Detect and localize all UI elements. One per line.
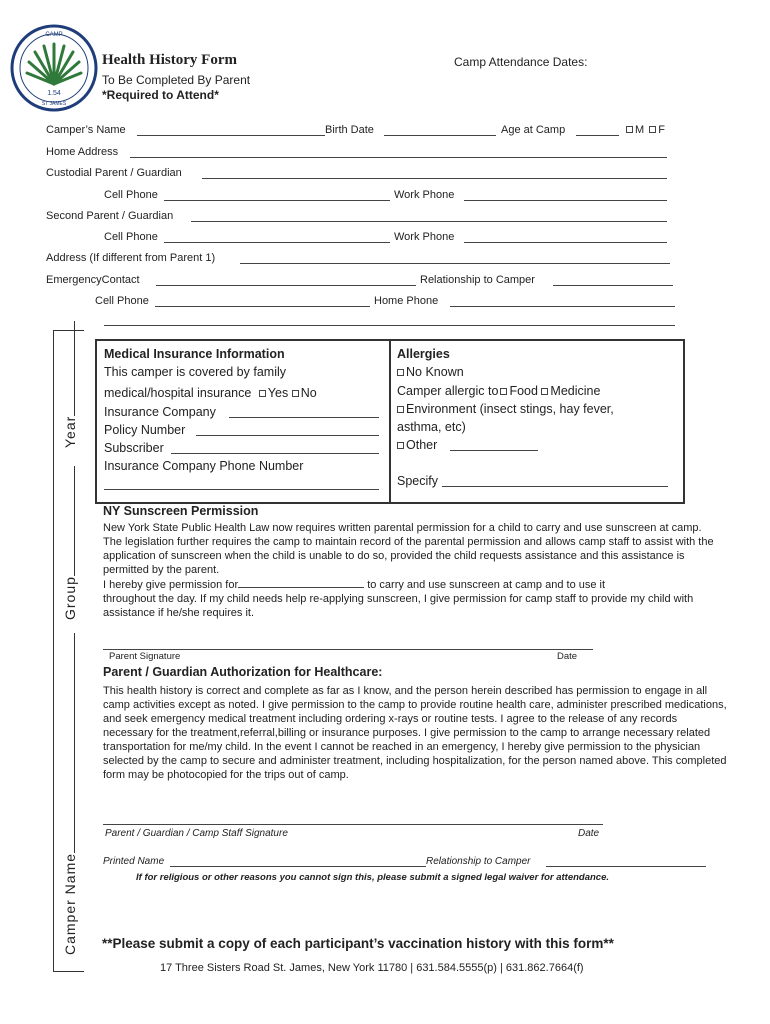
specify-label: Specify [397,474,438,488]
printed-name-field[interactable] [170,865,426,867]
sunscreen-heading: NY Sunscreen Permission [103,504,259,518]
relationship-camper-label: Relationship to Camper [426,856,531,867]
address-diff-field[interactable] [240,262,670,264]
allergy-environment: Environment (insect stings, hay fever, [397,402,614,416]
camp-logo [10,24,98,112]
environment-checkbox[interactable] [397,406,404,413]
sex-options: M F [626,124,665,136]
insurance-phone-field[interactable] [104,488,379,490]
waiver-note: If for religious or other reasons you cannot sign this, please submit a signed legal waiver for attendance. [136,872,609,883]
other-checkbox[interactable] [397,442,404,449]
insurance-company-label: Insurance Company [104,405,216,419]
sunscreen-paragraph: New York State Public Health Law now requires written parental permission for a child to carry and use sunscreen at camp. The legislation further requires the camp to maintain record of the parental permission and allows camp staff to assist with the application of sunscreen when the child is unable to do so, provided the child requests assistance and this assistance is permitted by the parent. [103,522,714,576]
allergies-heading: Allergies [397,347,450,361]
sunscreen-paragraph-2: throughout the day. If my child needs help re-applying sunscreen, I give permission for camp staff to provide my child with assistance if he/she requires it. [103,593,694,619]
campers-name-label: Camper’s Name [46,124,126,136]
cell-phone-1-label: Cell Phone [104,189,158,201]
relationship-field[interactable] [553,284,673,286]
required-note: *Required to Attend* [102,88,219,102]
second-parent-field[interactable] [191,220,667,222]
logo-year: 1.54 [47,90,61,97]
birth-date-field[interactable] [384,134,496,136]
allergy-environment-2: asthma, etc) [397,420,466,434]
allergy-none: No Known [397,365,464,379]
sidebar-camper-name: Camper Name [62,633,78,955]
campers-name-field[interactable] [137,134,325,136]
authorization-sig-label: Parent / Guardian / Camp Staff Signature [105,828,288,839]
attendance-label: Camp Attendance Dates: [454,55,588,69]
work-phone-2-field[interactable] [464,241,667,243]
emergency-contact-label: EmergencyContact [46,274,140,286]
authorization-paragraph: This health history is correct and complete as far as I know, and the person herein described has permission to engage in all camp activities except as noted. I give permission to the camp to provide routine health care, administer prescribed medications, and seek emergency medical treatment including ordering x-rays or routine tests. I agree to the release of any records necessary for the treatment,referral,billing or insurance purposes. I give permission to the camp to arrange necessary related transportation for me/my child. In the event I cannot be reached in an emergency, I hereby give permission to the physician selected by the camp to secure and administer treatment, including hospitalization, for the person named above. This completed form may be photocopied for the trips out of camp. [103,685,727,781]
relationship-label: Relationship to Camper [420,274,535,286]
vaccination-notice: **Please submit a copy of each participant’s vaccination history with this form** [102,936,614,951]
sunscreen-signature-field[interactable] [103,648,593,650]
relationship-camper-field[interactable] [546,865,706,867]
cell-phone-1-field[interactable] [164,199,390,201]
medicine-checkbox[interactable] [541,388,548,395]
no-known-checkbox[interactable] [397,369,404,376]
policy-number-field[interactable] [196,434,379,436]
female-checkbox[interactable] [649,126,656,133]
home-phone-label: Home Phone [374,295,439,307]
subtitle: To Be Completed By Parent [102,73,251,87]
cell-phone-3-field[interactable] [155,305,370,307]
insurance-phone-label: Insurance Company Phone Number [104,459,304,473]
home-address-field[interactable] [130,156,667,158]
cell-phone-2-field[interactable] [164,241,390,243]
sidebar-year: Year [62,321,78,448]
subscriber-field[interactable] [171,452,379,454]
male-checkbox[interactable] [626,126,633,133]
allergy-other: Other [397,438,437,452]
insurance-line1: This camper is covered by family [104,365,287,379]
policy-number-label: Policy Number [104,423,186,437]
subscriber-label: Subscriber [104,441,164,455]
other-field[interactable] [450,449,538,451]
age-field[interactable] [576,134,619,136]
home-phone-field[interactable] [450,305,675,307]
footer-address: 17 Three Sisters Road St. James, New York 11780 | 631.584.5555(p) | 631.862.7664(f) [160,962,584,974]
insurance-line2: medical/hospital insurance Yes No [104,386,317,400]
sunscreen-sig-label: Parent Signature [109,651,181,662]
insurance-heading: Medical Insurance Information [104,347,285,361]
authorization-date-label: Date [578,828,600,839]
cell-phone-2-label: Cell Phone [104,231,158,243]
box-divider [389,341,391,502]
child-name-field[interactable] [238,578,364,588]
work-phone-1-label: Work Phone [394,189,455,201]
printed-name-label: Printed Name [103,856,165,867]
specify-field[interactable] [442,485,668,487]
authorization-heading: Parent / Guardian Authorization for Healthcare: [103,665,383,679]
emergency-contact-field[interactable] [156,284,416,286]
allergy-types: Camper allergic to Food Medicine [397,384,601,398]
sunscreen-date-label: Date [557,651,578,662]
address-diff-label: Address (If different from Parent 1) [46,252,216,264]
second-parent-label: Second Parent / Guardian [46,210,174,222]
home-address-label: Home Address [46,146,119,158]
form-title: Health History Form [102,52,237,68]
custodial-parent-field[interactable] [202,177,667,179]
logo-text-top: CAMP [45,32,63,38]
insurance-no-checkbox[interactable] [292,390,299,397]
logo-text-bottom: ST JAMES [41,101,67,107]
age-label: Age at Camp [501,124,566,136]
insurance-company-field[interactable] [229,416,379,418]
sunscreen-permission-line: I hereby give permission for to carry and use sunscreen at camp and to use it [103,579,606,591]
food-checkbox[interactable] [500,388,507,395]
cell-phone-3-label: Cell Phone [95,295,149,307]
authorization-signature-field[interactable] [103,823,603,825]
work-phone-1-field[interactable] [464,199,667,201]
custodial-parent-label: Custodial Parent / Guardian [46,167,182,179]
birth-date-label: Birth Date [325,124,374,136]
sidebar-group: Group [62,466,78,620]
work-phone-2-label: Work Phone [394,231,455,243]
insurance-yes-checkbox[interactable] [259,390,266,397]
divider-line [104,324,675,326]
